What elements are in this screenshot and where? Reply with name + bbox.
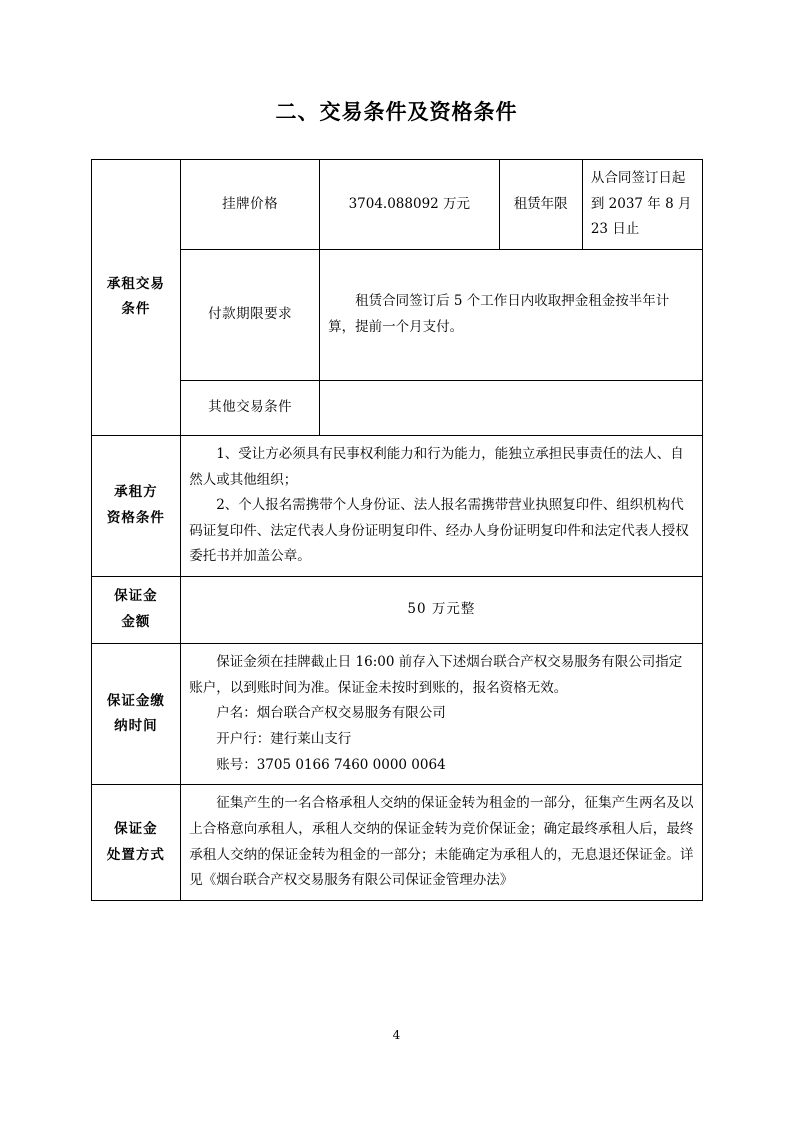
payment-term-label: 付款期限要求 xyxy=(181,249,320,380)
table-row xyxy=(91,160,702,250)
other-conditions-value xyxy=(320,380,702,435)
deposit-account-number: 账号：3705 0166 7460 0000 0064 xyxy=(216,756,446,773)
qualification-item-2: 2、个人报名需携带个人身份证、法人报名需携带营业执照复印件、组织机构代码证复印件、法定代表人身份证明复印件、经办人身份证明复印件和法定代表人授权委托书并加盖公章。 xyxy=(189,497,689,565)
deposit-account-name: 户名：烟台联合产权交易服务有限公司 xyxy=(216,705,446,722)
deposit-time-content xyxy=(181,644,702,785)
lease-conditions-label: 承租交易 条件 xyxy=(91,160,181,436)
page-number: 4 xyxy=(392,1028,401,1042)
table-row xyxy=(91,249,702,380)
page-title: 二、交易条件及资格条件 xyxy=(275,99,518,124)
deposit-handling-value: 征集产生的一名合格承租人交纳的保证金转为租金的一部分，征集产生两名及以上合格意向承租人，承租人交纳的保证金转为竞价保证金；确定最终承租人后，最终承租人交纳的保证金转为租金的一部分；未能确定为承租人的，无息退还保证金。详见《烟台联合产权交易服务有限公司保证金管理办法》 xyxy=(181,785,702,901)
table-row xyxy=(91,380,702,435)
deposit-time-label: 保证金缴 纳时间 xyxy=(91,644,181,785)
other-conditions-label: 其他交易条件 xyxy=(181,380,320,435)
deposit-time-paragraph: 保证金须在挂牌截止日 16:00 前存入下述烟台联合产权交易服务有限公司指定账户，以到账时间为准。保证金未按时到账的，报名资格无效。 xyxy=(189,654,683,696)
deposit-bank: 开户行：建行莱山支行 xyxy=(216,731,352,748)
lease-term-label: 租赁年限 xyxy=(499,160,582,250)
table-row xyxy=(91,644,702,785)
listing-price-value: 3704.088092 万元 xyxy=(320,160,499,250)
deposit-handling-label: 保证金 处置方式 xyxy=(91,785,181,901)
qualification-label: 承租方 资格条件 xyxy=(91,435,181,576)
deposit-amount-label: 保证金 金额 xyxy=(91,577,181,644)
table-row xyxy=(91,785,702,901)
deposit-amount-value: 50 万元整 xyxy=(181,577,702,644)
qualification-content xyxy=(181,435,702,576)
table-row xyxy=(91,577,702,644)
payment-term-value: 租赁合同签订后 5 个工作日内收取押金租金按半年计算，提前一个月支付。 xyxy=(320,249,702,380)
qualification-item-1: 1、受让方必须具有民事权利能力和行为能力，能独立承担民事责任的法人、自然人或其他组织； xyxy=(189,445,684,488)
lease-term-value: 从合同签订日起到 2037 年 8 月 23 日止 xyxy=(582,160,702,250)
table-row xyxy=(91,435,702,576)
listing-price-label: 挂牌价格 xyxy=(181,160,320,250)
trade-conditions-table xyxy=(91,159,703,901)
